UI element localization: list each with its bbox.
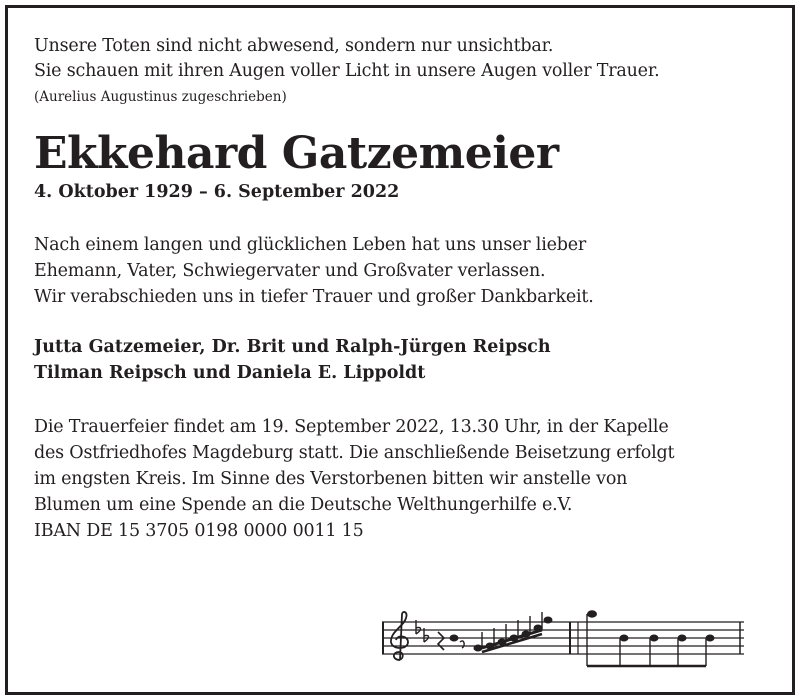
quote-line: Unsere Toten sind nicht abwesend, sondern nur unsichtbar. bbox=[34, 36, 554, 56]
family-line: Jutta Gatzemeier, Dr. Brit und Ralph-Jürgen Reipsch bbox=[34, 337, 551, 357]
service-line: Die Trauerfeier findet am 19. September 2022, 13.30 Uhr, in der Kapelle bbox=[34, 417, 669, 437]
quote-attribution: (Aurelius Augustinus zugeschrieben) bbox=[34, 89, 287, 105]
message-line: Ehemann, Vater, Schwiegervater und Großvater verlassen. bbox=[34, 261, 546, 281]
family-line: Tilman Reipsch und Daniela E. Lippoldt bbox=[34, 363, 426, 383]
iban-line: IBAN DE 15 3705 0198 0000 0011 15 bbox=[34, 521, 364, 541]
deceased-name: Ekkehard Gatzemeier bbox=[34, 128, 559, 179]
message-line: Nach einem langen und glücklichen Leben hat uns unser lieber bbox=[34, 235, 587, 255]
service-line: des Ostfriedhofes Magdeburg statt. Die anschließende Beisetzung erfolgt bbox=[34, 443, 675, 463]
family-signatures bbox=[34, 334, 764, 386]
memorial-quote bbox=[34, 34, 764, 84]
service-details bbox=[34, 414, 764, 544]
quote-line: Sie schauen mit ihren Augen voller Licht in unsere Augen voller Trauer. bbox=[34, 61, 660, 81]
handwritten-music-notation-icon bbox=[378, 608, 748, 672]
life-dates: 4. Oktober 1929 – 6. September 2022 bbox=[34, 182, 400, 202]
service-line: Blumen um eine Spende an die Deutsche Welthungerhilfe e.V. bbox=[34, 495, 573, 515]
message-line: Wir verabschieden uns in tiefer Trauer und großer Dankbarkeit. bbox=[34, 287, 594, 307]
obituary-notice bbox=[34, 34, 764, 544]
service-line: im engsten Kreis. Im Sinne des Verstorbenen bitten wir anstelle von bbox=[34, 469, 628, 489]
farewell-message bbox=[34, 232, 764, 310]
